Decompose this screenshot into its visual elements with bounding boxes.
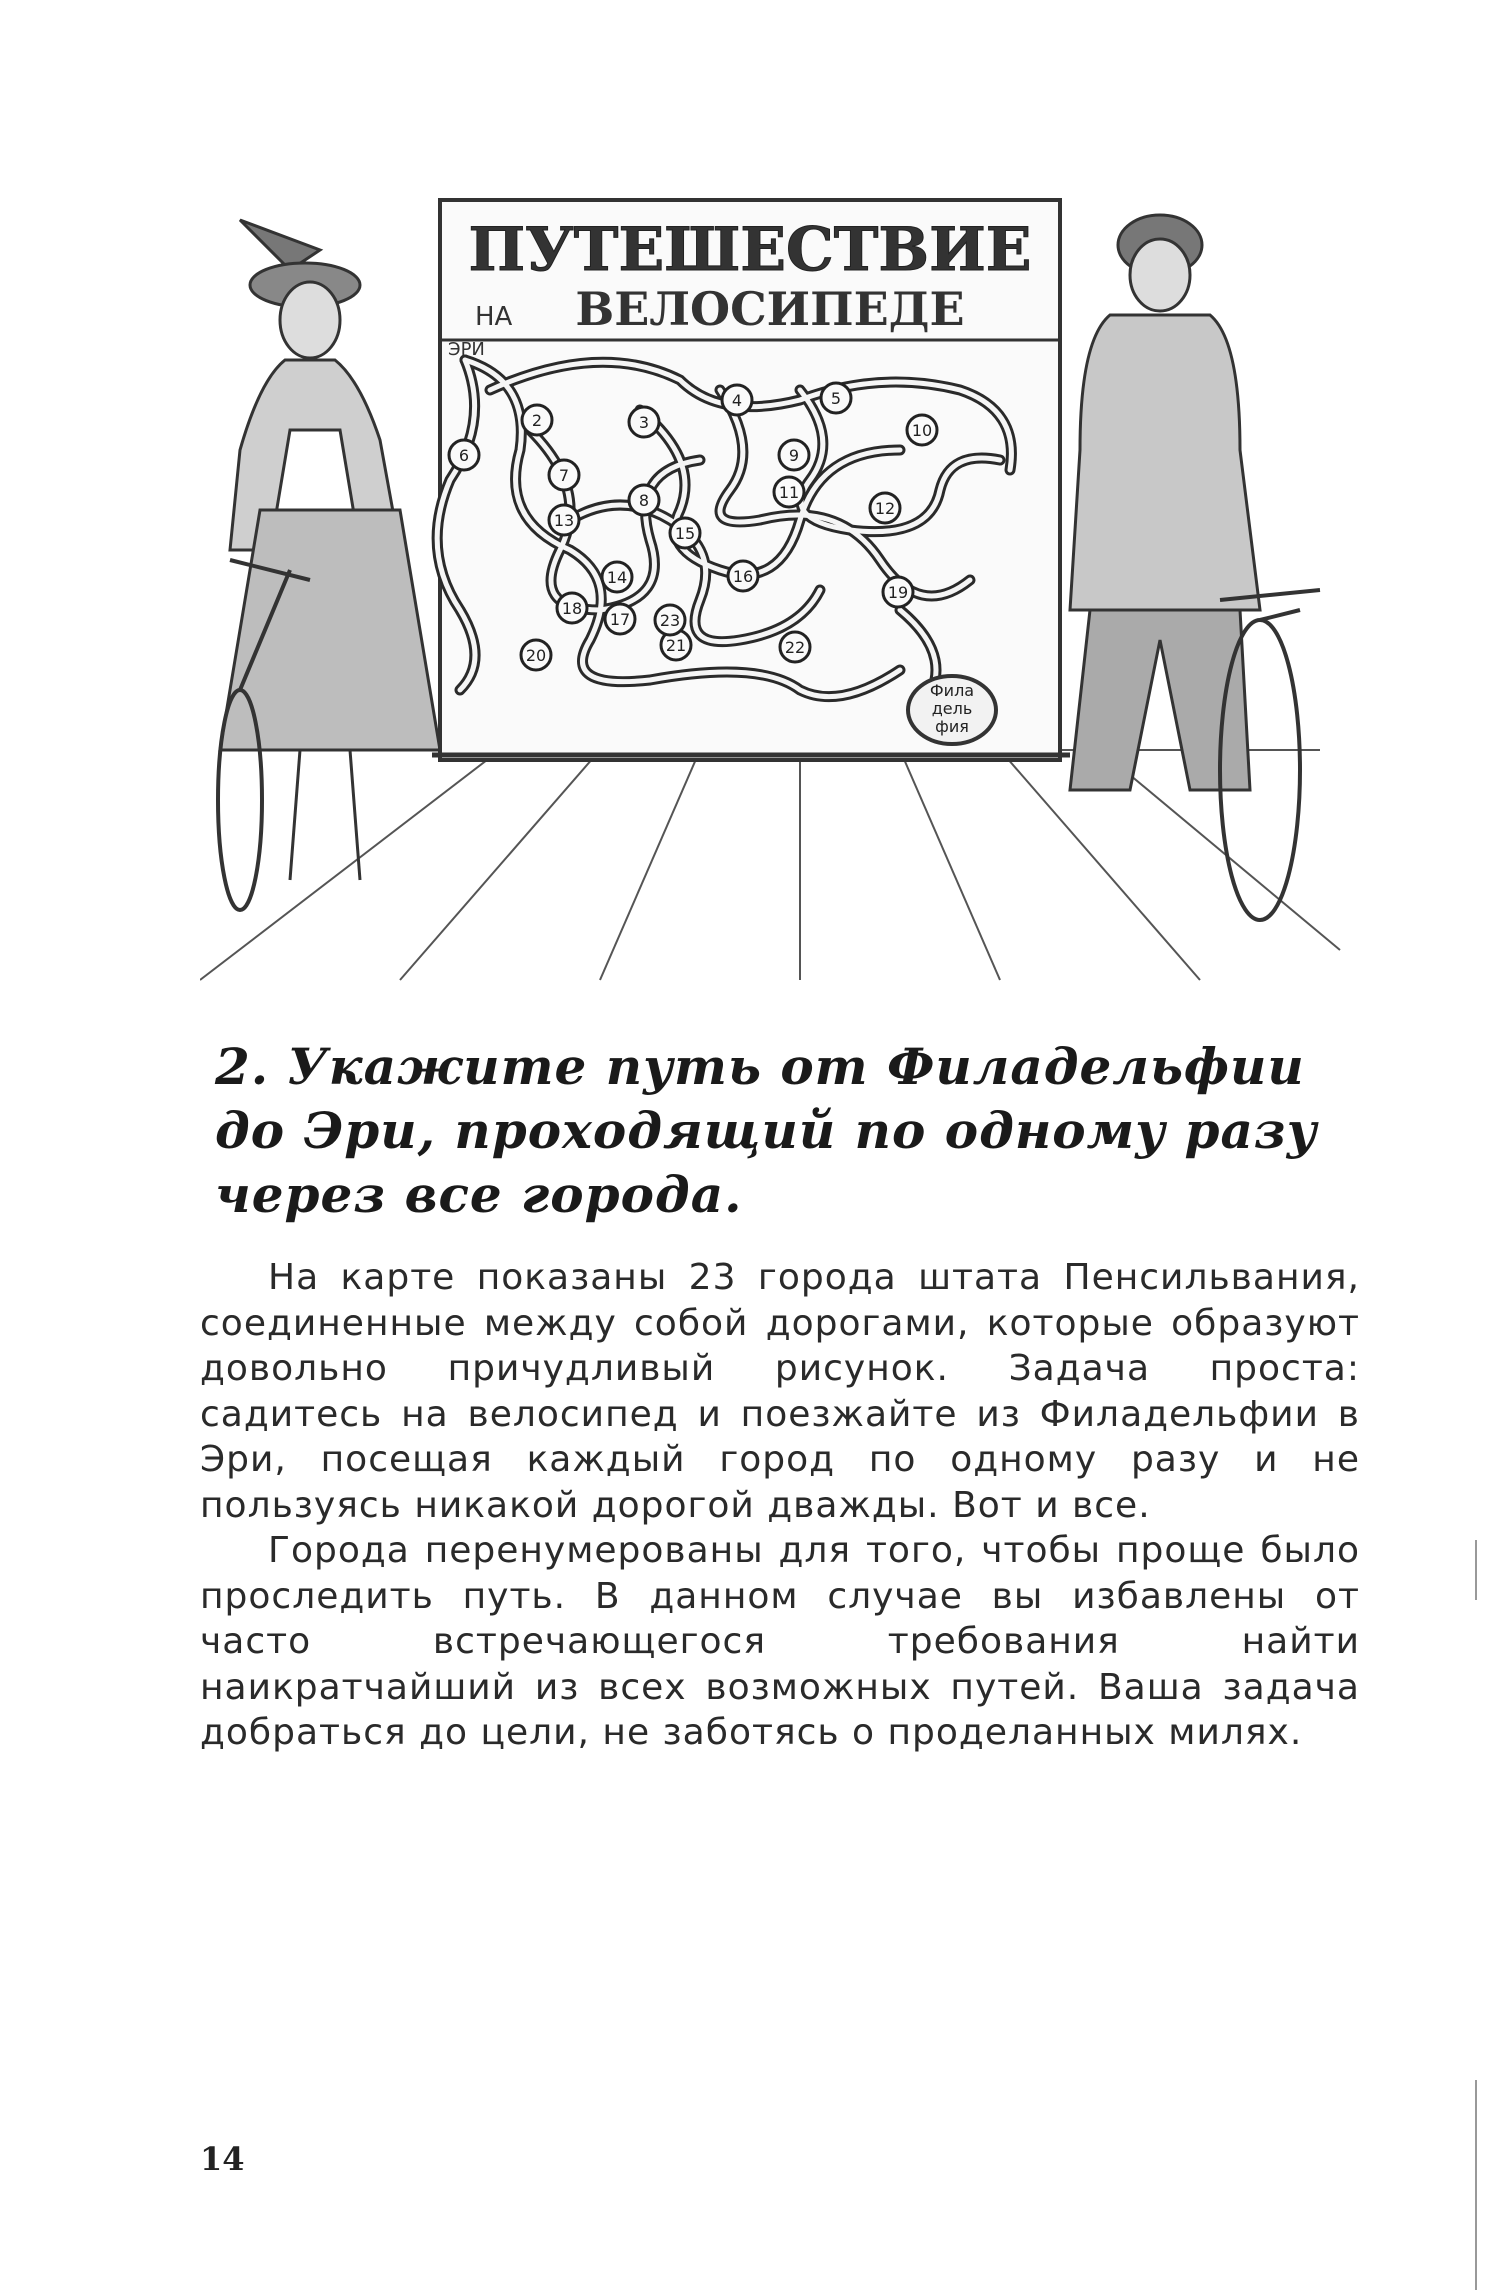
city-number-label: 16 [732,567,754,586]
city-number-label: 18 [561,599,583,618]
city-number-label: 9 [788,446,800,465]
city-number-label: 14 [606,568,628,587]
city-number-label: 4 [731,391,743,410]
paragraph: Города перенумерованы для того, чтобы проще было проследить путь. В данном случае вы избавлены от часто встречающегося требования найти наикратчайший из всех возможных путей. Ваша задача добраться до цели, не заботясь о проделанных милях. [200,1530,1360,1753]
margin-mark [1475,1540,1477,1600]
problem-title-line-2: до Эри, проходящий по одному разу [215,1101,1318,1160]
floor-lines [200,750,1340,980]
city-number-label: 7 [558,466,570,485]
city-number-label: 19 [887,583,909,602]
city-number-label: 11 [778,483,800,502]
city-number-label: 6 [458,446,470,465]
woman-figure [220,220,440,880]
page-number: 14 [200,2140,245,2178]
city-number-label: 20 [525,646,547,665]
end-city-line-1: Фила [929,681,975,700]
sign-subtitle: ВЕЛОСИПЕДЕ [575,282,965,336]
city-number-label: 13 [553,511,575,530]
city-number-label: 15 [674,524,696,543]
problem-title-line-1: 2. Укажите путь от Филадельфии [215,1037,1305,1096]
end-city-line-3: фия [935,717,969,736]
city-number-label: 22 [784,638,806,657]
man-figure [1070,215,1260,790]
problem-number: 2. [215,1037,270,1096]
end-city-marker [908,676,996,744]
city-number-label: 23 [659,611,681,630]
start-city-label: ЭРИ [448,339,485,360]
city-number-label: 3 [638,413,650,432]
margin-mark [1475,2080,1477,2290]
city-number-label: 10 [911,421,933,440]
city-number-label: 8 [638,491,650,510]
problem-title [215,1035,1335,1227]
problem-description [200,1255,1360,1756]
city-number-label: 17 [609,610,631,629]
city-number-label: 21 [665,636,687,655]
sign-title: ПУТЕШЕСТВИЕ [468,215,1032,285]
sign-prefix: НА [475,302,513,332]
city-number-label: 5 [830,389,842,408]
city-number-label: 2 [531,411,543,430]
paragraph: На карте показаны 23 города штата Пенсильвания, соединенные между собой дорогами, которые образуют довольно причудливый рисунок. Задача проста: садитесь на велосипед и поезжайте из Филадельфии в Эри, посещая каждый город по одному разу и не пользуясь никакой дорогой дважды. Вот и все. [200,1257,1360,1526]
problem-title-line-3: через все города. [215,1165,743,1224]
city-number-label: 12 [874,499,896,518]
end-city-line-2: дель [931,699,973,718]
puzzle-illustration [200,190,1350,990]
